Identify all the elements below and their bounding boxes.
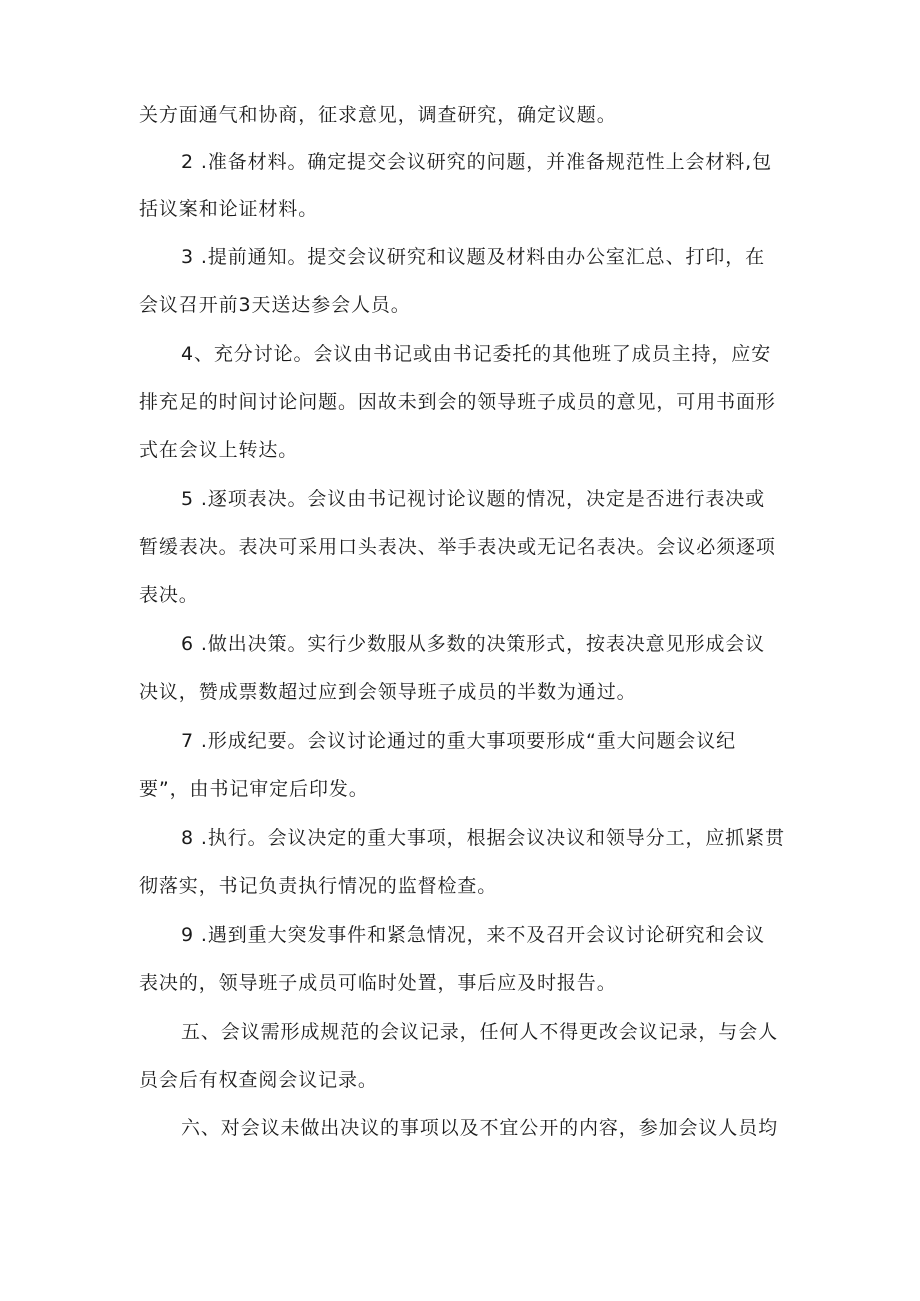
text-line: 7 .形成纪要。会议讨论通过的重大事项要形成“重大问题会议纪 bbox=[181, 730, 737, 752]
text-line: 2 .准备材料。确定提交会议研究的问题，并准备规范性上会材料,包 bbox=[181, 151, 773, 173]
text-line: 关方面通气和协商，征求意见，调查研究，确定议题。 bbox=[139, 104, 617, 126]
text-line: 五、会议需形成规范的会议记录，任何人不得更改会议记录，与会人 bbox=[181, 1021, 779, 1043]
text-line: 会议召开前3天送达参会人员。 bbox=[139, 294, 411, 316]
text-line: 括议案和论证材料。 bbox=[139, 198, 319, 220]
text-line: 式在会议上转达。 bbox=[139, 439, 299, 461]
text-line: 排充足的时间讨论问题。因故未到会的领导班子成员的意见，可用书面形 bbox=[139, 391, 776, 413]
text-line: 六、对会议未做出决议的事项以及不宜公开的内容，参加会议人员均 bbox=[181, 1117, 779, 1139]
text-line: 表决。 bbox=[139, 584, 199, 606]
text-line: 6 .做出决策。实行少数服从多数的决策形式，按表决意见形成会议 bbox=[181, 633, 766, 655]
text-line: 暂缓表决。表决可采用口头表决、举手表决或无记名表决。会议必须逐项 bbox=[139, 536, 776, 558]
text-line: 3 .提前通知。提交会议研究和议题及材料由办公室汇总、打印，在 bbox=[181, 246, 766, 268]
text-line: 彻落实，书记负责执行情况的监督检查。 bbox=[139, 875, 498, 897]
text-line: 5 .逐项表决。会议由书记视讨论议题的情况，决定是否进行表决或 bbox=[181, 488, 766, 510]
text-line: 员会后有权查阅会议记录。 bbox=[139, 1069, 378, 1091]
text-line: 8 .执行。会议决定的重大事项，根据会议决议和领导分工，应抓紧贯 bbox=[181, 827, 785, 849]
text-line: 4、充分讨论。会议由书记或由书记委托的其他班了成员主持，应安 bbox=[181, 343, 772, 365]
text-line: 要”，由书记审定后印发。 bbox=[139, 778, 369, 800]
text-line: 9 .遇到重大突发事件和紧急情况，来不及召开会议讨论研究和会议 bbox=[181, 924, 766, 946]
text-line: 决议，赞成票数超过应到会领导班子成员的半数为通过。 bbox=[139, 681, 637, 703]
text-line: 表决的，领导班子成员可临时处置，事后应及时报告。 bbox=[139, 972, 617, 994]
